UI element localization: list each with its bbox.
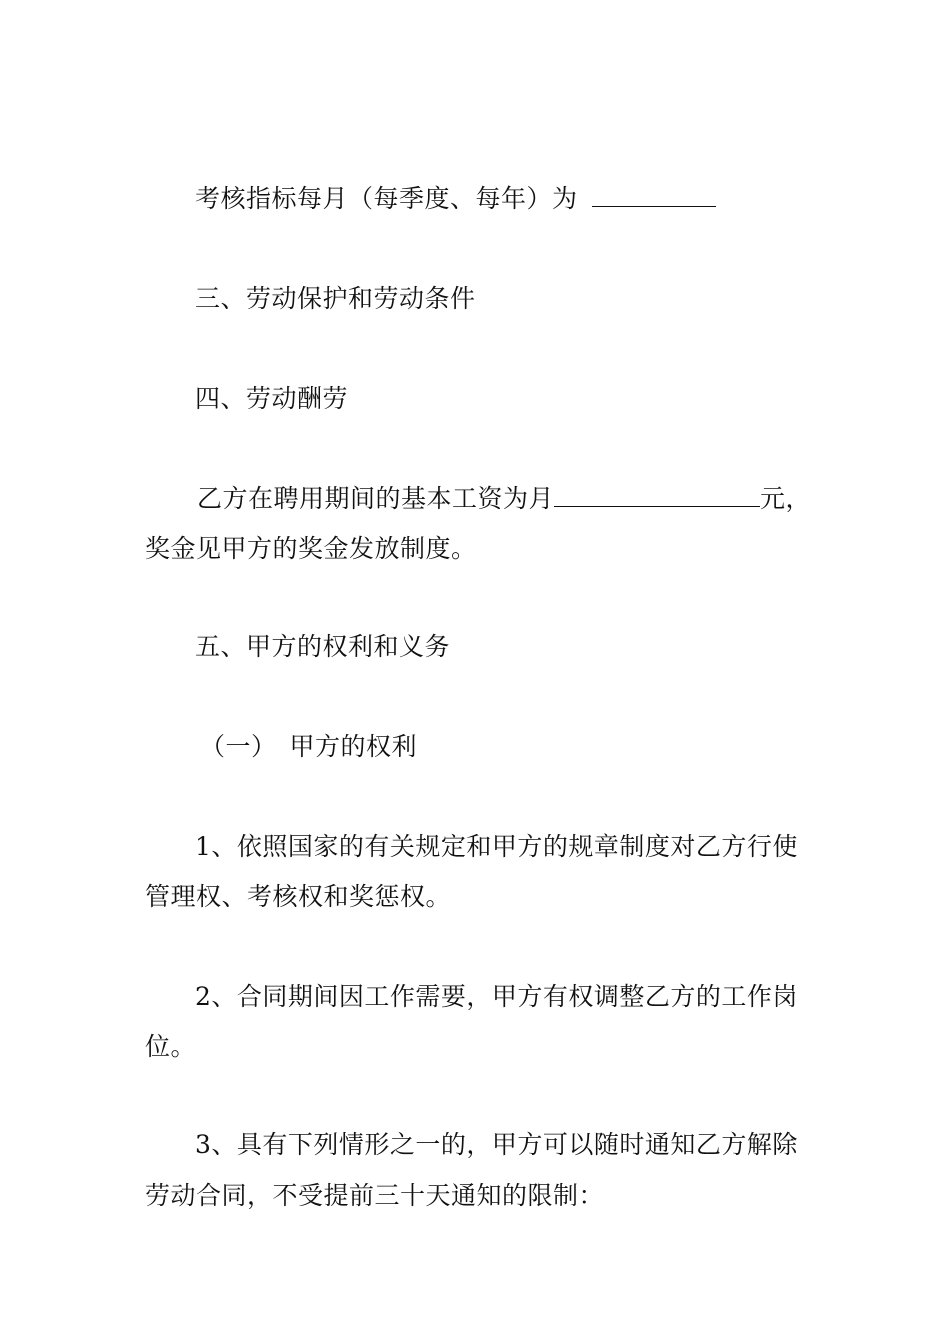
section-three-heading: 三、劳动保护和劳动条件 xyxy=(195,284,476,313)
item-three-line-2: 劳动合同，不受提前三十天通知的限制： xyxy=(145,1181,605,1210)
assessment-indicator-line xyxy=(195,184,716,214)
item-two-line-1: 2、合同期间因工作需要，甲方有权调整乙方的工作岗 xyxy=(195,982,798,1011)
subsection-one-heading: （一） 甲方的权利 xyxy=(200,732,418,761)
salary-text-after: 元， xyxy=(760,484,812,513)
assessment-blank xyxy=(592,184,716,207)
salary-text-before: 乙方在聘用期间的基本工资为月 xyxy=(197,484,555,513)
item-two-line-2: 位。 xyxy=(145,1032,197,1061)
salary-blank xyxy=(554,484,760,507)
section-four-heading: 四、劳动酬劳 xyxy=(195,384,349,413)
item-one-line-2: 管理权、考核权和奖惩权。 xyxy=(145,882,452,911)
salary-line-1 xyxy=(197,484,811,514)
item-three-line-1: 3、具有下列情形之一的，甲方可以随时通知乙方解除 xyxy=(195,1130,798,1159)
section-five-heading: 五、甲方的权利和义务 xyxy=(195,632,451,661)
salary-line-2: 奖金见甲方的奖金发放制度。 xyxy=(145,534,477,563)
item-one-line-1: 1、依照国家的有关规定和甲方的规章制度对乙方行使 xyxy=(195,832,798,861)
assessment-indicator-text: 考核指标每月（每季度、每年）为 xyxy=(195,184,578,213)
